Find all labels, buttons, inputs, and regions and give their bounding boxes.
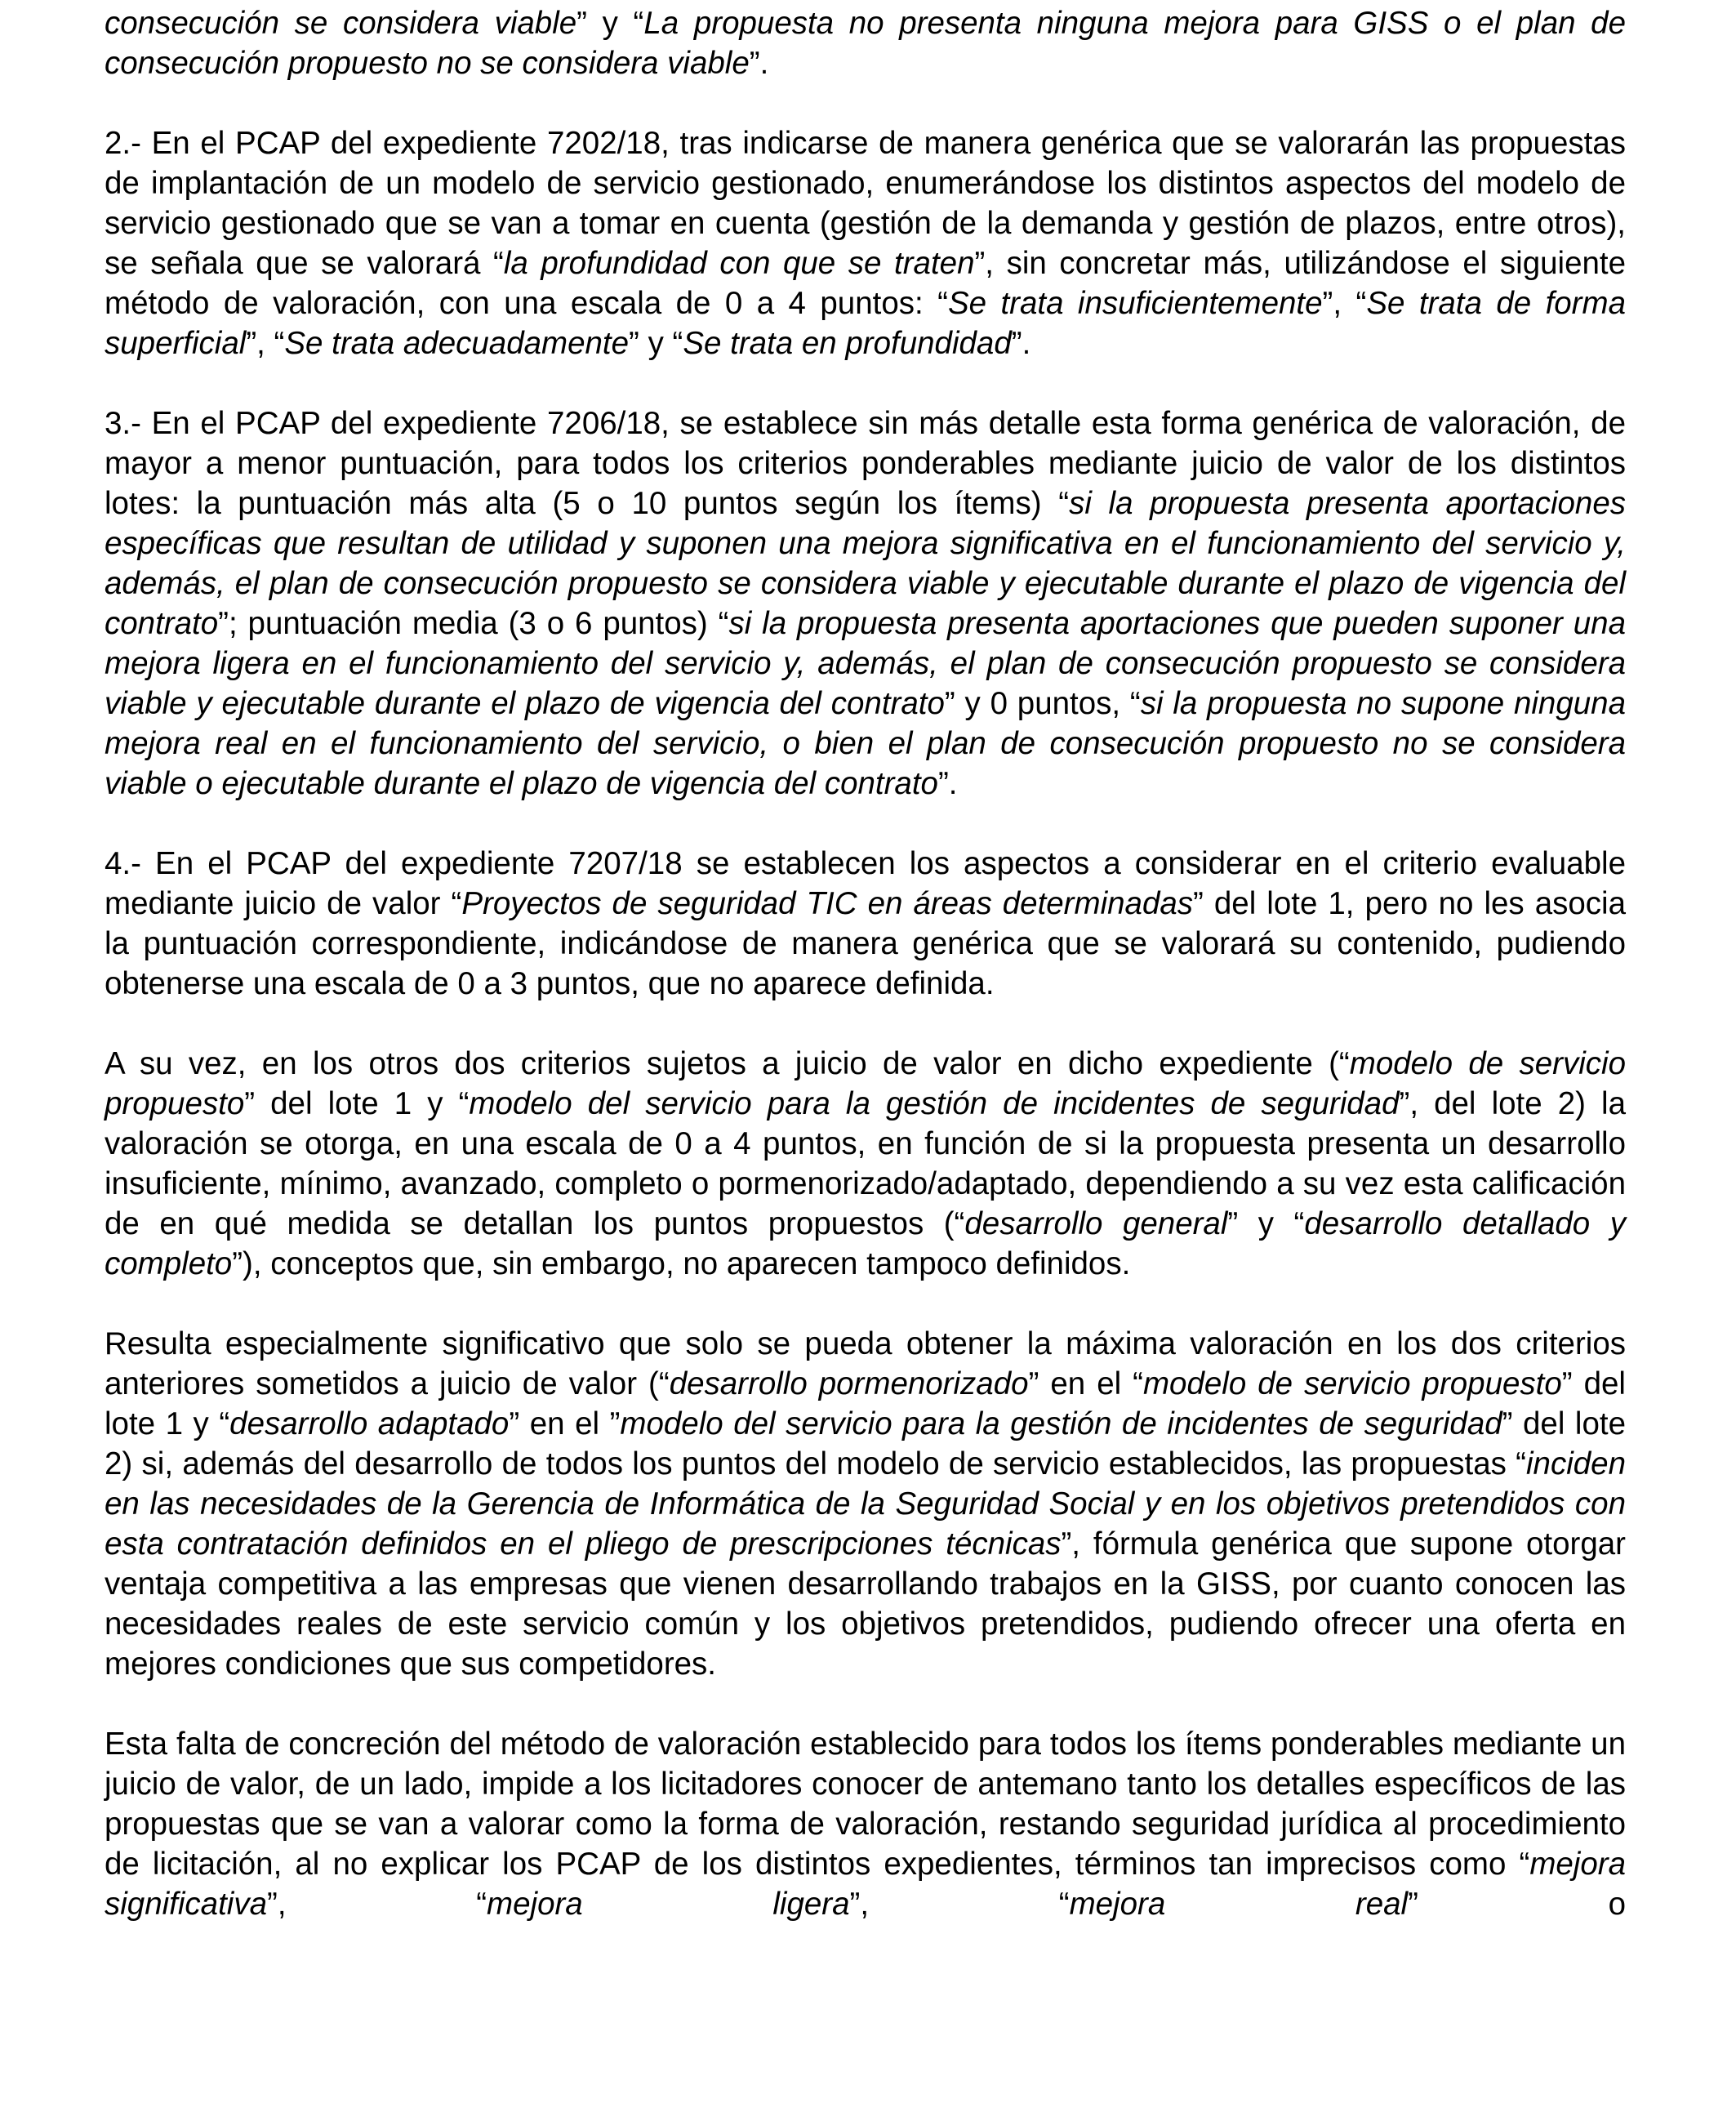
text-run: ” o [1408,1887,1627,1922]
quoted-text: desarrollo adaptado [229,1406,510,1441]
text-run: ”, “ [246,326,285,361]
quoted-text: si la propuesta no supone ninguna mejora real en el funcionamiento del servicio, o bien el plan de consecución propuesto no se considera viable o ejecutable durante el plazo de vigencia del contrato [105,686,1626,801]
text-run: ”, del lote 2) la valoración se otorga, en una escala de 0 a 4 puntos, en función de si la propuesta presenta un desarrollo insuficiente, mínimo, avanzado, completo o pormenorizado/adaptado, dependiendo a su vez esta calificación de en qué medida se detallan los puntos propuestos (“ [105,1086,1626,1241]
text-run: ”, “ [849,1887,1070,1922]
text-run: ”; puntuación media (3 o 6 puntos) “ [218,606,729,641]
quoted-text: modelo de servicio propuesto [1142,1366,1562,1401]
text-run: ” en el ” [509,1406,621,1441]
text-run: ”, “ [1322,286,1367,321]
quoted-text: La propuesta no presenta ninguna mejora para GISS o el plan de consecución propuesto no se considera viable [105,6,1626,81]
quoted-text: mejora significativa [105,1847,1626,1922]
quoted-text: modelo de servicio propuesto [105,1046,1626,1121]
text-run: Resulta especialmente significativo que solo se pueda obtener la máxima valoración en los dos criterios anteriores sometidos a juicio de valor (“ [105,1326,1626,1401]
quoted-text: Se trata de forma superficial [105,286,1626,361]
text-run: ”, “ [267,1887,487,1922]
paragraph [105,844,1626,1004]
quoted-text: desarrollo general [964,1206,1228,1241]
quoted-text: la profundidad con que se traten [503,246,975,281]
quoted-text: consecución se considera viable [105,6,577,41]
quoted-text: si la propuesta presenta aportaciones que pueden suponer una mejora ligera en el funcionamiento del servicio y, además, el plan de consecución propuesto se considera viable y ejecutable durante el plazo de vigencia del contrato [105,606,1626,721]
text-run: ” del lote 1 y “ [105,1366,1626,1441]
quoted-text: inciden en las necesidades de la Gerencia de Informática de la Seguridad Social y en los objetivos pretendidos con esta contratación definidos en el pliego de prescripciones técnicas [105,1446,1626,1562]
text-run: ”), conceptos que, sin embargo, no aparecen tampoco definidos. [232,1246,1131,1281]
text-run: ” del lote 2) si, además del desarrollo de todos los puntos del modelo de servicio establecidos, las propuestas “ [105,1406,1626,1481]
paragraph [105,123,1626,363]
quoted-text: modelo del servicio para la gestión de incidentes de seguridad [469,1086,1400,1121]
quoted-text: Se trata en profundidad [683,326,1012,361]
paragraph [105,3,1626,83]
text-run: ” y “ [576,6,644,41]
text-run: Esta falta de concreción del método de valoración establecido para todos los ítems ponderables mediante un juicio de valor, de un lado, impide a los licitadores conocer de antemano tanto los detalles específicos de las propuestas que se van a valorar como la forma de valoración, restando seguridad jurídica al procedimiento de licitación, al no explicar los PCAP de los distintos expedientes, términos tan imprecisos como “ [105,1727,1626,1882]
quoted-text: mejora real [1069,1887,1409,1922]
quoted-text: desarrollo pormenorizado [669,1366,1029,1401]
text-run: ” y “ [1227,1206,1305,1241]
text-run: ”, fórmula genérica que supone otorgar ventaja competitiva a las empresas que vienen desarrollando trabajos en la GISS, por cuanto conocen las necesidades reales de este servicio común y los objetivos pretendidos, pudiendo ofrecer una oferta en mejores condiciones que sus competidores. [105,1526,1626,1682]
text-run: ”. [749,46,769,81]
quoted-text: modelo del servicio para la gestión de incidentes de seguridad [620,1406,1502,1441]
text-run: ” del lote 1, pero no les asocia la puntuación correspondiente, indicándose de manera genérica que se valorará su contenido, pudiendo obtenerse una escala de 0 a 3 puntos, que no aparece definida. [105,886,1627,1001]
text-run: ”. [937,766,958,801]
quoted-text: si la propuesta presenta aportaciones específicas que resultan de utilidad y suponen una mejora significativa en el funcionamiento del servicio y, además, el plan de consecución propuesto se considera viable y ejecutable durante el plazo de vigencia del contrato [105,486,1626,641]
quoted-text: Proyectos de seguridad TIC en áreas determinadas [461,886,1194,921]
text-run: ” del lote 1 y “ [244,1086,470,1121]
text-run: ” y 0 puntos, “ [944,686,1141,721]
text-run: A su vez, en los otros dos criterios sujetos a juicio de valor en dicho expediente (“ [105,1046,1350,1081]
quoted-text: Se trata adecuadamente [284,326,630,361]
text-run: ”. [1011,326,1031,361]
quoted-text: Se trata insuficientemente [947,286,1323,321]
paragraph [105,403,1626,804]
quoted-text: mejora ligera [487,1887,850,1922]
paragraph [105,1724,1626,1924]
paragraph [105,1044,1626,1284]
text-run: ” y “ [629,326,683,361]
document-page [105,3,1626,1964]
text-run: ”, sin concretar más, utilizándose el siguiente método de valoración, con una escala de 0 a 4 puntos: “ [105,246,1627,321]
text-run: ” en el “ [1028,1366,1143,1401]
text-run: 3.- En el PCAP del expediente 7206/18, se establece sin más detalle esta forma genérica de valoración, de mayor a menor puntuación, para todos los criterios ponderables mediante juicio de valor de los distintos lotes: la puntuación más alta (5 o 10 puntos según los ítems) “ [105,406,1626,521]
quoted-text: desarrollo detallado y completo [105,1206,1626,1281]
text-run: 2.- En el PCAP del expediente 7202/18, tras indicarse de manera genérica que se valorarán las propuestas de implantación de un modelo de servicio gestionado, enumerándose los distintos aspectos del modelo de servicio gestionado que se van a tomar en cuenta (gestión de la demanda y gestión de plazos, entre otros), se señala que se valorará “ [105,126,1626,281]
paragraph [105,1324,1626,1684]
text-run: 4.- En el PCAP del expediente 7207/18 se establecen los aspectos a considerar en el criterio evaluable mediante juicio de valor “ [105,846,1626,921]
